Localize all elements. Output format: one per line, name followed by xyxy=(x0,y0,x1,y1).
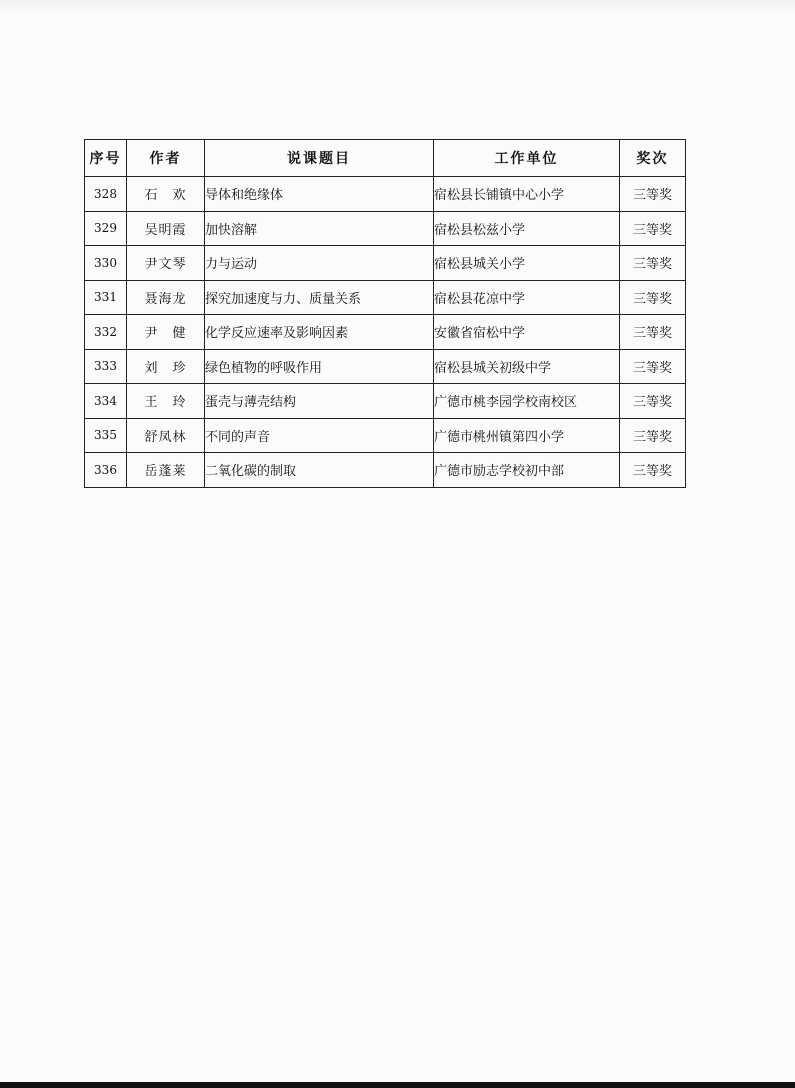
table-row xyxy=(85,315,686,350)
header-row xyxy=(85,140,686,177)
cell-award: 三等奖 xyxy=(620,349,686,384)
cell-author: 王 玲 xyxy=(127,384,205,419)
page-bottom-edge xyxy=(0,1082,795,1088)
cell-award: 三等奖 xyxy=(620,418,686,453)
table-row xyxy=(85,177,686,212)
cell-author: 岳蓬莱 xyxy=(127,453,205,488)
cell-no: 328 xyxy=(85,177,127,212)
cell-unit: 广德市桃州镇第四小学 xyxy=(434,418,620,453)
cell-no: 335 xyxy=(85,418,127,453)
cell-unit: 宿松县松兹小学 xyxy=(434,211,620,246)
cell-unit: 宿松县长铺镇中心小学 xyxy=(434,177,620,212)
cell-author: 石 欢 xyxy=(127,177,205,212)
table-row xyxy=(85,384,686,419)
table-header xyxy=(85,140,686,177)
cell-title: 绿色植物的呼吸作用 xyxy=(205,349,434,384)
cell-unit: 广德市桃李园学校南校区 xyxy=(434,384,620,419)
cell-no: 329 xyxy=(85,211,127,246)
header-unit: 工作单位 xyxy=(434,140,620,177)
cell-award: 三等奖 xyxy=(620,177,686,212)
cell-no: 331 xyxy=(85,280,127,315)
cell-award: 三等奖 xyxy=(620,384,686,419)
header-title: 说课题目 xyxy=(205,140,434,177)
cell-title: 探究加速度与力、质量关系 xyxy=(205,280,434,315)
cell-award: 三等奖 xyxy=(620,211,686,246)
cell-author: 舒凤林 xyxy=(127,418,205,453)
cell-title: 化学反应速率及影响因素 xyxy=(205,315,434,350)
cell-author: 吴明霞 xyxy=(127,211,205,246)
cell-no: 334 xyxy=(85,384,127,419)
cell-award: 三等奖 xyxy=(620,315,686,350)
cell-award: 三等奖 xyxy=(620,453,686,488)
header-author: 作者 xyxy=(127,140,205,177)
cell-title: 不同的声音 xyxy=(205,418,434,453)
cell-no: 336 xyxy=(85,453,127,488)
cell-title: 蛋壳与薄壳结构 xyxy=(205,384,434,419)
table-row xyxy=(85,349,686,384)
cell-unit: 宿松县花凉中学 xyxy=(434,280,620,315)
table-row xyxy=(85,453,686,488)
table-row xyxy=(85,211,686,246)
cell-author: 尹文琴 xyxy=(127,246,205,281)
page-top-edge xyxy=(0,0,795,14)
cell-author: 聂海龙 xyxy=(127,280,205,315)
cell-title: 导体和绝缘体 xyxy=(205,177,434,212)
cell-award: 三等奖 xyxy=(620,246,686,281)
cell-title: 加快溶解 xyxy=(205,211,434,246)
table-row xyxy=(85,246,686,281)
table-body xyxy=(85,177,686,488)
cell-no: 332 xyxy=(85,315,127,350)
cell-no: 330 xyxy=(85,246,127,281)
table-row xyxy=(85,418,686,453)
cell-title: 二氧化碳的制取 xyxy=(205,453,434,488)
cell-no: 333 xyxy=(85,349,127,384)
header-no: 序号 xyxy=(85,140,127,177)
cell-title: 力与运动 xyxy=(205,246,434,281)
cell-unit: 宿松县城关小学 xyxy=(434,246,620,281)
cell-award: 三等奖 xyxy=(620,280,686,315)
cell-author: 尹 健 xyxy=(127,315,205,350)
table-row xyxy=(85,280,686,315)
header-award: 奖次 xyxy=(620,140,686,177)
cell-unit: 安徽省宿松中学 xyxy=(434,315,620,350)
cell-author: 刘 珍 xyxy=(127,349,205,384)
cell-unit: 广德市励志学校初中部 xyxy=(434,453,620,488)
cell-unit: 宿松县城关初级中学 xyxy=(434,349,620,384)
award-table xyxy=(84,139,686,488)
